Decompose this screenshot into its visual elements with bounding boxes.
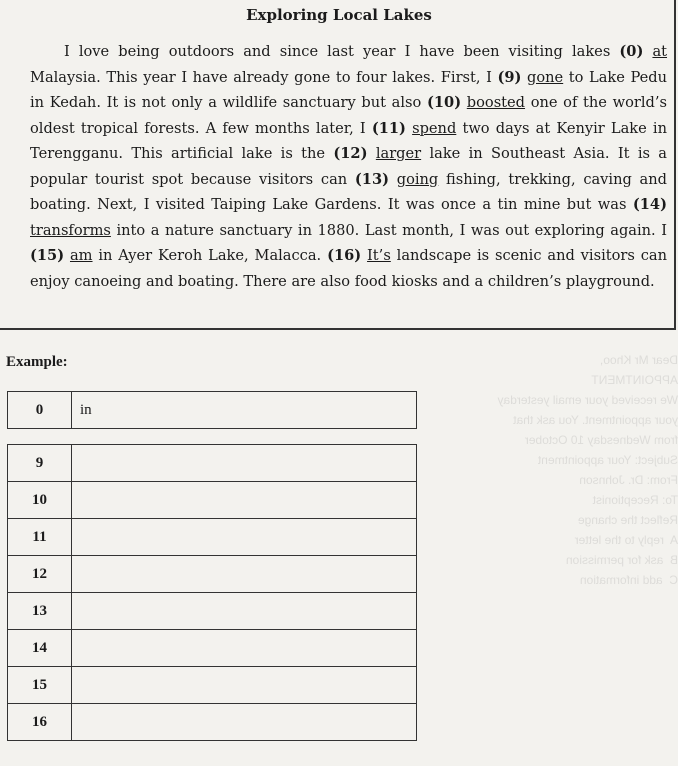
- underlined-word: spend: [412, 119, 457, 137]
- answer-row: [8, 445, 417, 482]
- question-number: (10): [426, 94, 462, 111]
- bleed-through-texture: Dear Mr Khoo, APPOINTMENT We received your email yesterday your appointment. You ask that from Wednesday 10 October Subject: Your appointment From: Dr. Johnson To: Receptionist Reflect the change A reply to the letter B ask for permission C add information: [497, 353, 678, 587]
- passage-text: landscape is scenic and visitors can enjoy canoeing and boating. There are also food kiosks and a children’s playground.: [30, 247, 667, 290]
- passage-text: two days at Kenyir Lake in Terengganu. This artificial lake is the: [30, 119, 667, 162]
- question-number: (11): [371, 119, 406, 137]
- answer-number: 12: [8, 556, 72, 593]
- answer-number: 16: [8, 704, 72, 741]
- passage-text: lake in Southeast Asia. It is a popular tourist spot because visitors can: [30, 145, 667, 188]
- example-answer: in: [72, 392, 417, 429]
- passage-box: [0, 0, 676, 330]
- underlined-word: larger: [375, 145, 422, 162]
- answer-box[interactable]: [72, 482, 417, 519]
- passage-text: [368, 145, 376, 162]
- passage-text: Malaysia. This year I have already gone to four lakes. First, I: [30, 68, 498, 86]
- answer-number: 11: [8, 519, 72, 556]
- example-row: [8, 392, 417, 429]
- passage-text: I love being outdoors and since last year I have been visiting lakes: [64, 43, 620, 60]
- question-number: (14): [632, 196, 667, 213]
- answer-box[interactable]: [72, 519, 417, 556]
- answer-row: [8, 593, 417, 630]
- answer-box[interactable]: [72, 704, 417, 741]
- passage-text: in Ayer Keroh Lake, Malacca.: [92, 247, 328, 264]
- passage-text: [389, 171, 397, 188]
- passage-paragraph: [30, 39, 667, 294]
- answer-row: [8, 704, 417, 741]
- answer-box[interactable]: [72, 667, 417, 704]
- answer-row: [8, 482, 417, 519]
- passage-text: fishing, trekking, caving and boating. Next, I visited Taiping Lake Gardens. It was once a tin mine but was: [30, 170, 667, 213]
- passage-title: Exploring Local Lakes: [246, 6, 432, 24]
- answer-row: [8, 556, 417, 593]
- question-number: (12): [333, 145, 368, 162]
- example-table: [7, 391, 417, 429]
- answer-box[interactable]: [72, 445, 417, 482]
- answer-number: 13: [8, 593, 72, 630]
- answer-box[interactable]: [72, 593, 417, 630]
- answer-box[interactable]: [72, 556, 417, 593]
- answer-table: [7, 444, 417, 741]
- answer-number: 10: [8, 482, 72, 519]
- underlined-word: going: [396, 170, 439, 188]
- answer-row: [8, 630, 417, 667]
- question-number: (0): [619, 43, 644, 60]
- answer-box[interactable]: [72, 630, 417, 667]
- answer-row: [8, 667, 417, 704]
- answer-number: 14: [8, 630, 72, 667]
- passage-text: to Lake Pedu in Kedah. It is not only a wildlife sanctuary but also: [30, 68, 668, 111]
- example-number: 0: [8, 392, 72, 429]
- answer-number: 9: [8, 445, 72, 482]
- passage-text: one of the world’s oldest tropical forests. A few months later, I: [30, 94, 667, 137]
- passage-body: [30, 39, 667, 294]
- question-number: (9): [497, 68, 522, 86]
- answer-number: 15: [8, 667, 72, 704]
- underlined-word: It’s: [367, 247, 391, 264]
- underlined-word: transforms: [30, 221, 111, 239]
- passage-text: into a nature sanctuary in 1880. Last month, I was out exploring again. I: [110, 221, 667, 239]
- example-label: Example:: [6, 354, 68, 370]
- underlined-word: boosted: [466, 94, 526, 111]
- answer-row: [8, 519, 417, 556]
- question-number: (15): [30, 247, 65, 264]
- question-number: (13): [354, 170, 390, 188]
- underlined-word: gone: [527, 68, 564, 86]
- question-number: (16): [327, 247, 362, 264]
- underlined-word: at: [652, 43, 668, 60]
- underlined-word: am: [69, 247, 93, 264]
